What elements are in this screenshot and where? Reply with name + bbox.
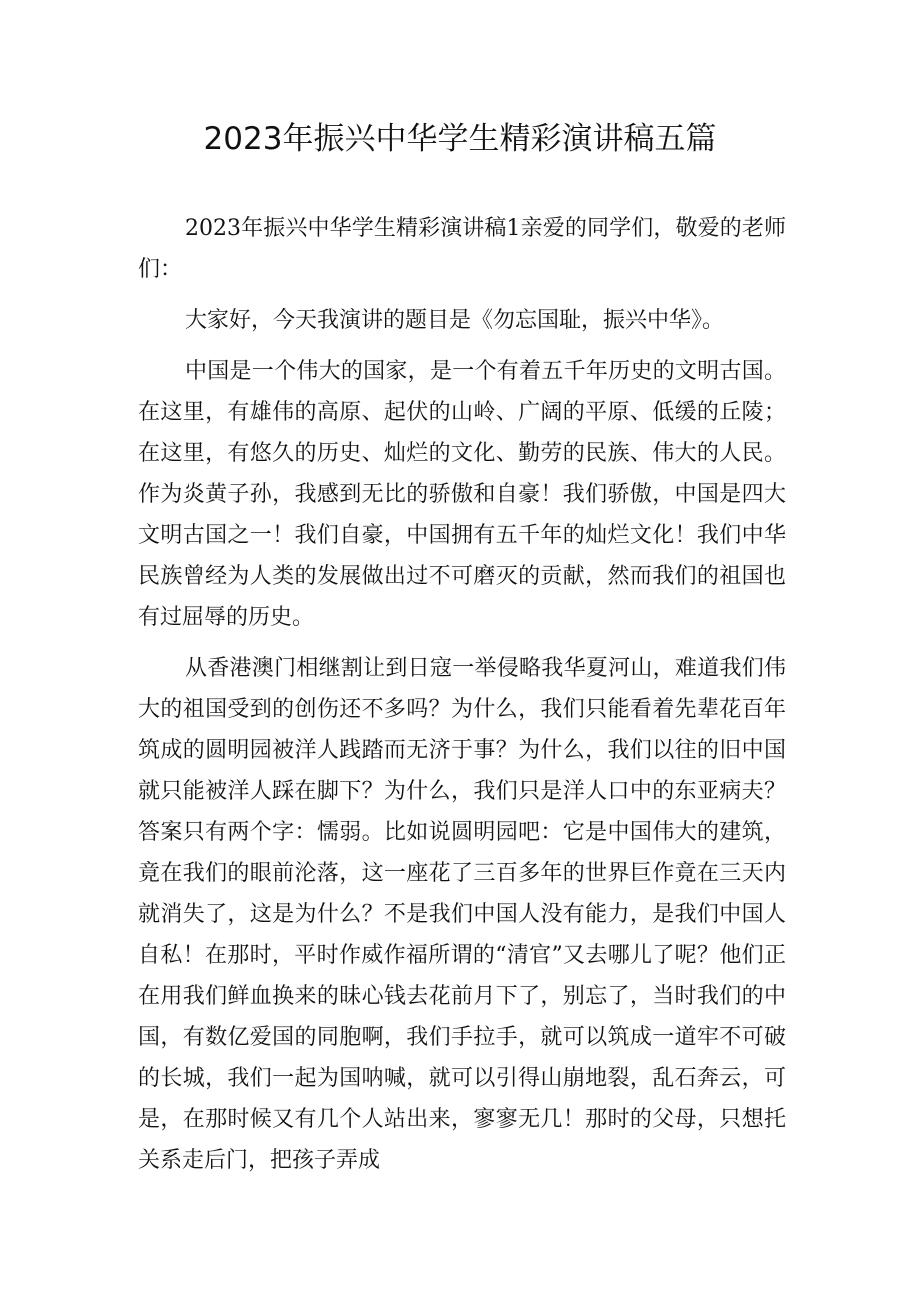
paragraph: 2023年振兴中华学生精彩演讲稿1亲爱的同学们，敬爱的老师们：: [138, 216, 786, 282]
paragraph: 中国是一个伟大的国家，是一个有着五千年历史的文明古国。在这里，有雄伟的高原、起伏的山岭、广阔的平原、低缓的丘陵；在这里，有悠久的历史、灿烂的文化、勤劳的民族、伟大的人民。作为炎黄子孙，我感到无比的骄傲和自豪！我们骄傲，中国是四大文明古国之一！我们自豪，中国拥有五千年的灿烂文化！我们中华民族曾经为人类的发展做出过不可磨灭的贡献，然而我们的祖国也有过屈辱的历史。: [138, 359, 786, 630]
paragraph: 大家好，今天我演讲的题目是《勿忘国耻，振兴中华》。: [185, 308, 725, 333]
document-body: [138, 208, 786, 1181]
paragraph: 从香港澳门相继割让到日寇一举侵略我华夏河山，难道我们伟大的祖国受到的创伤还不多吗？为什么，我们只能看着先辈花百年筑成的圆明园被洋人践踏而无济于事？为什么，我们以往的旧中国就只能被洋人踩在脚下？为什么，我们只是洋人口中的东亚病夫？答案只有两个字：懦弱。比如说圆明园吧：它是中国伟大的建筑，竟在我们的眼前沦落，这一座花了三百多年的世界巨作竟在三天内就消失了，这是为什么？不是我们中国人没有能力，是我们中国人自私！在那时，平时作威作福所谓的“清官”又去哪儿了呢？他们正在用我们鲜血换来的昧心钱去花前月下了，别忘了，当时我们的中国，有数亿爱国的同胞啊，我们手拉手，就可以筑成一道牢不可破的长城，我们一起为国呐喊，就可以引得山崩地裂，乱石奔云，可是，在那时候又有几个人站出来，寥寥无几！那时的父母，只想托关系走后门，把孩子弄成: [138, 656, 786, 1173]
document-title: 2023年振兴中华学生精彩演讲稿五篇: [203, 121, 717, 157]
